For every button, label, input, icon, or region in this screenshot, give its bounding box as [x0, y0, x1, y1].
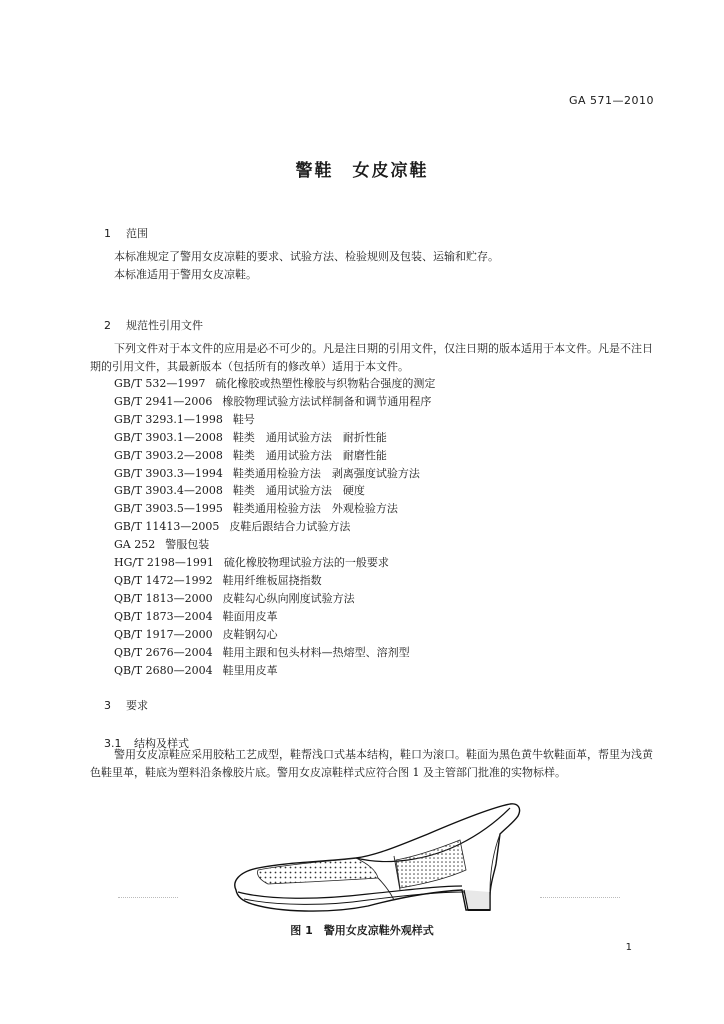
reference-title: 鞋用主跟和包头材料—热熔型、溶剂型: [222, 645, 410, 659]
reference-title: 皮鞋后跟结合力试验方法: [229, 520, 351, 534]
reference-title: 鞋号: [232, 412, 255, 426]
scan-dots: [118, 897, 178, 900]
reference-code: QB/T 1873—2004: [114, 609, 213, 623]
reference-code: GB/T 532—1997: [114, 377, 206, 390]
section-1-paragraph-2: 本标准适用于警用女皮凉鞋。: [114, 268, 257, 281]
reference-title: 鞋类 通用试验方法 耐折性能: [232, 430, 387, 444]
section-number: 2: [104, 319, 111, 332]
reference-code: GB/T 3293.1—1998: [114, 412, 223, 426]
reference-code: QB/T 2680—2004: [114, 663, 213, 677]
reference-list: [114, 375, 435, 679]
reference-title: 鞋类 通用试验方法 耐磨性能: [232, 448, 387, 462]
section-3-1-paragraph: 警用女皮凉鞋应采用胶粘工艺成型，鞋帮浅口式基本结构，鞋口为滚口。鞋面为黑色黄牛软鞋面革，帮里为浅黄色鞋里革，鞋底为塑料沿条橡胶片底。警用女皮凉鞋样式应符合图 1 及主管部门批准的实物标样。: [90, 748, 653, 779]
reference-item: [114, 554, 435, 572]
reference-item: [114, 644, 435, 662]
figure-caption: 图 1 警用女皮凉鞋外观样式: [290, 924, 434, 937]
reference-code: HG/T 2198—1991: [114, 556, 214, 570]
reference-code: GB/T 3903.5—1995: [114, 502, 223, 516]
reference-code: GB/T 2941—2006: [114, 394, 213, 408]
reference-item: [114, 447, 435, 465]
reference-title: 鞋类 通用试验方法 硬度: [232, 484, 365, 498]
reference-title: 警服包装: [165, 538, 210, 552]
reference-item: [114, 482, 435, 500]
shoe-illustration: [228, 800, 528, 918]
reference-title: 橡胶物理试验方法试样制备和调节通用程序: [222, 394, 432, 408]
page-number: 1: [625, 942, 632, 953]
reference-code: QB/T 1917—2000: [114, 627, 213, 641]
reference-title: 皮鞋钢勾心: [222, 627, 278, 641]
section-number: 3: [104, 699, 111, 712]
reference-title: 硫化橡胶物理试验方法的一般要求: [223, 556, 389, 570]
section-title: 范围: [126, 227, 148, 240]
section-number: 1: [104, 227, 111, 240]
section-1-paragraph-1: 本标准规定了警用女皮凉鞋的要求、试验方法、检验规则及包装、运输和贮存。: [114, 250, 499, 263]
reference-item: [114, 411, 435, 429]
reference-item: [114, 536, 435, 554]
reference-item: [114, 429, 435, 447]
reference-title: 鞋类通用检验方法 剥离强度试验方法: [232, 466, 420, 480]
section-title: 结构及样式: [134, 737, 189, 750]
reference-code: GB/T 3903.2—2008: [114, 448, 223, 462]
section-2-intro: 下列文件对于本文件的应用是必不可少的。凡是注日期的引用文件，仅注日期的版本适用于本文件。凡是不注日期的引用文件，其最新版本（包括所有的修改单）适用于本文件。: [90, 342, 653, 373]
reference-code: GB/T 3903.1—2008: [114, 430, 223, 444]
section-number: 3.1: [104, 737, 122, 750]
section-title: 规范性引用文件: [126, 319, 203, 332]
reference-title: 皮鞋勾心纵向刚度试验方法: [222, 591, 355, 605]
section-title: 要求: [126, 699, 148, 712]
reference-item: [114, 590, 435, 608]
reference-title: 鞋里用皮革: [222, 663, 278, 677]
reference-title: 鞋用纤维板屈挠指数: [222, 573, 322, 587]
reference-title: 鞋类通用检验方法 外观检验方法: [232, 502, 398, 516]
reference-item: [114, 662, 435, 680]
reference-code: GB/T 3903.4—2008: [114, 484, 223, 498]
reference-item: [114, 465, 435, 483]
reference-item: [114, 572, 435, 590]
reference-item: [114, 626, 435, 644]
reference-code: GB/T 3903.3—1994: [114, 466, 223, 480]
reference-item: [114, 608, 435, 626]
reference-item: [114, 393, 435, 411]
document-code: GA 571—2010: [568, 94, 654, 107]
reference-code: GA 252: [114, 538, 156, 552]
reference-code: QB/T 1472—1992: [114, 573, 213, 587]
reference-item: [114, 518, 435, 536]
reference-code: GB/T 11413—2005: [114, 520, 220, 534]
reference-title: 硫化橡胶或热塑性橡胶与织物粘合强度的测定: [215, 377, 436, 390]
reference-item: [114, 500, 435, 518]
scan-dots: [540, 897, 620, 900]
reference-item: [114, 375, 435, 393]
document-title: 警鞋 女皮凉鞋: [295, 161, 429, 181]
reference-code: QB/T 2676—2004: [114, 645, 213, 659]
reference-title: 鞋面用皮革: [222, 609, 278, 623]
reference-code: QB/T 1813—2000: [114, 591, 213, 605]
section-3-heading: [90, 684, 148, 726]
